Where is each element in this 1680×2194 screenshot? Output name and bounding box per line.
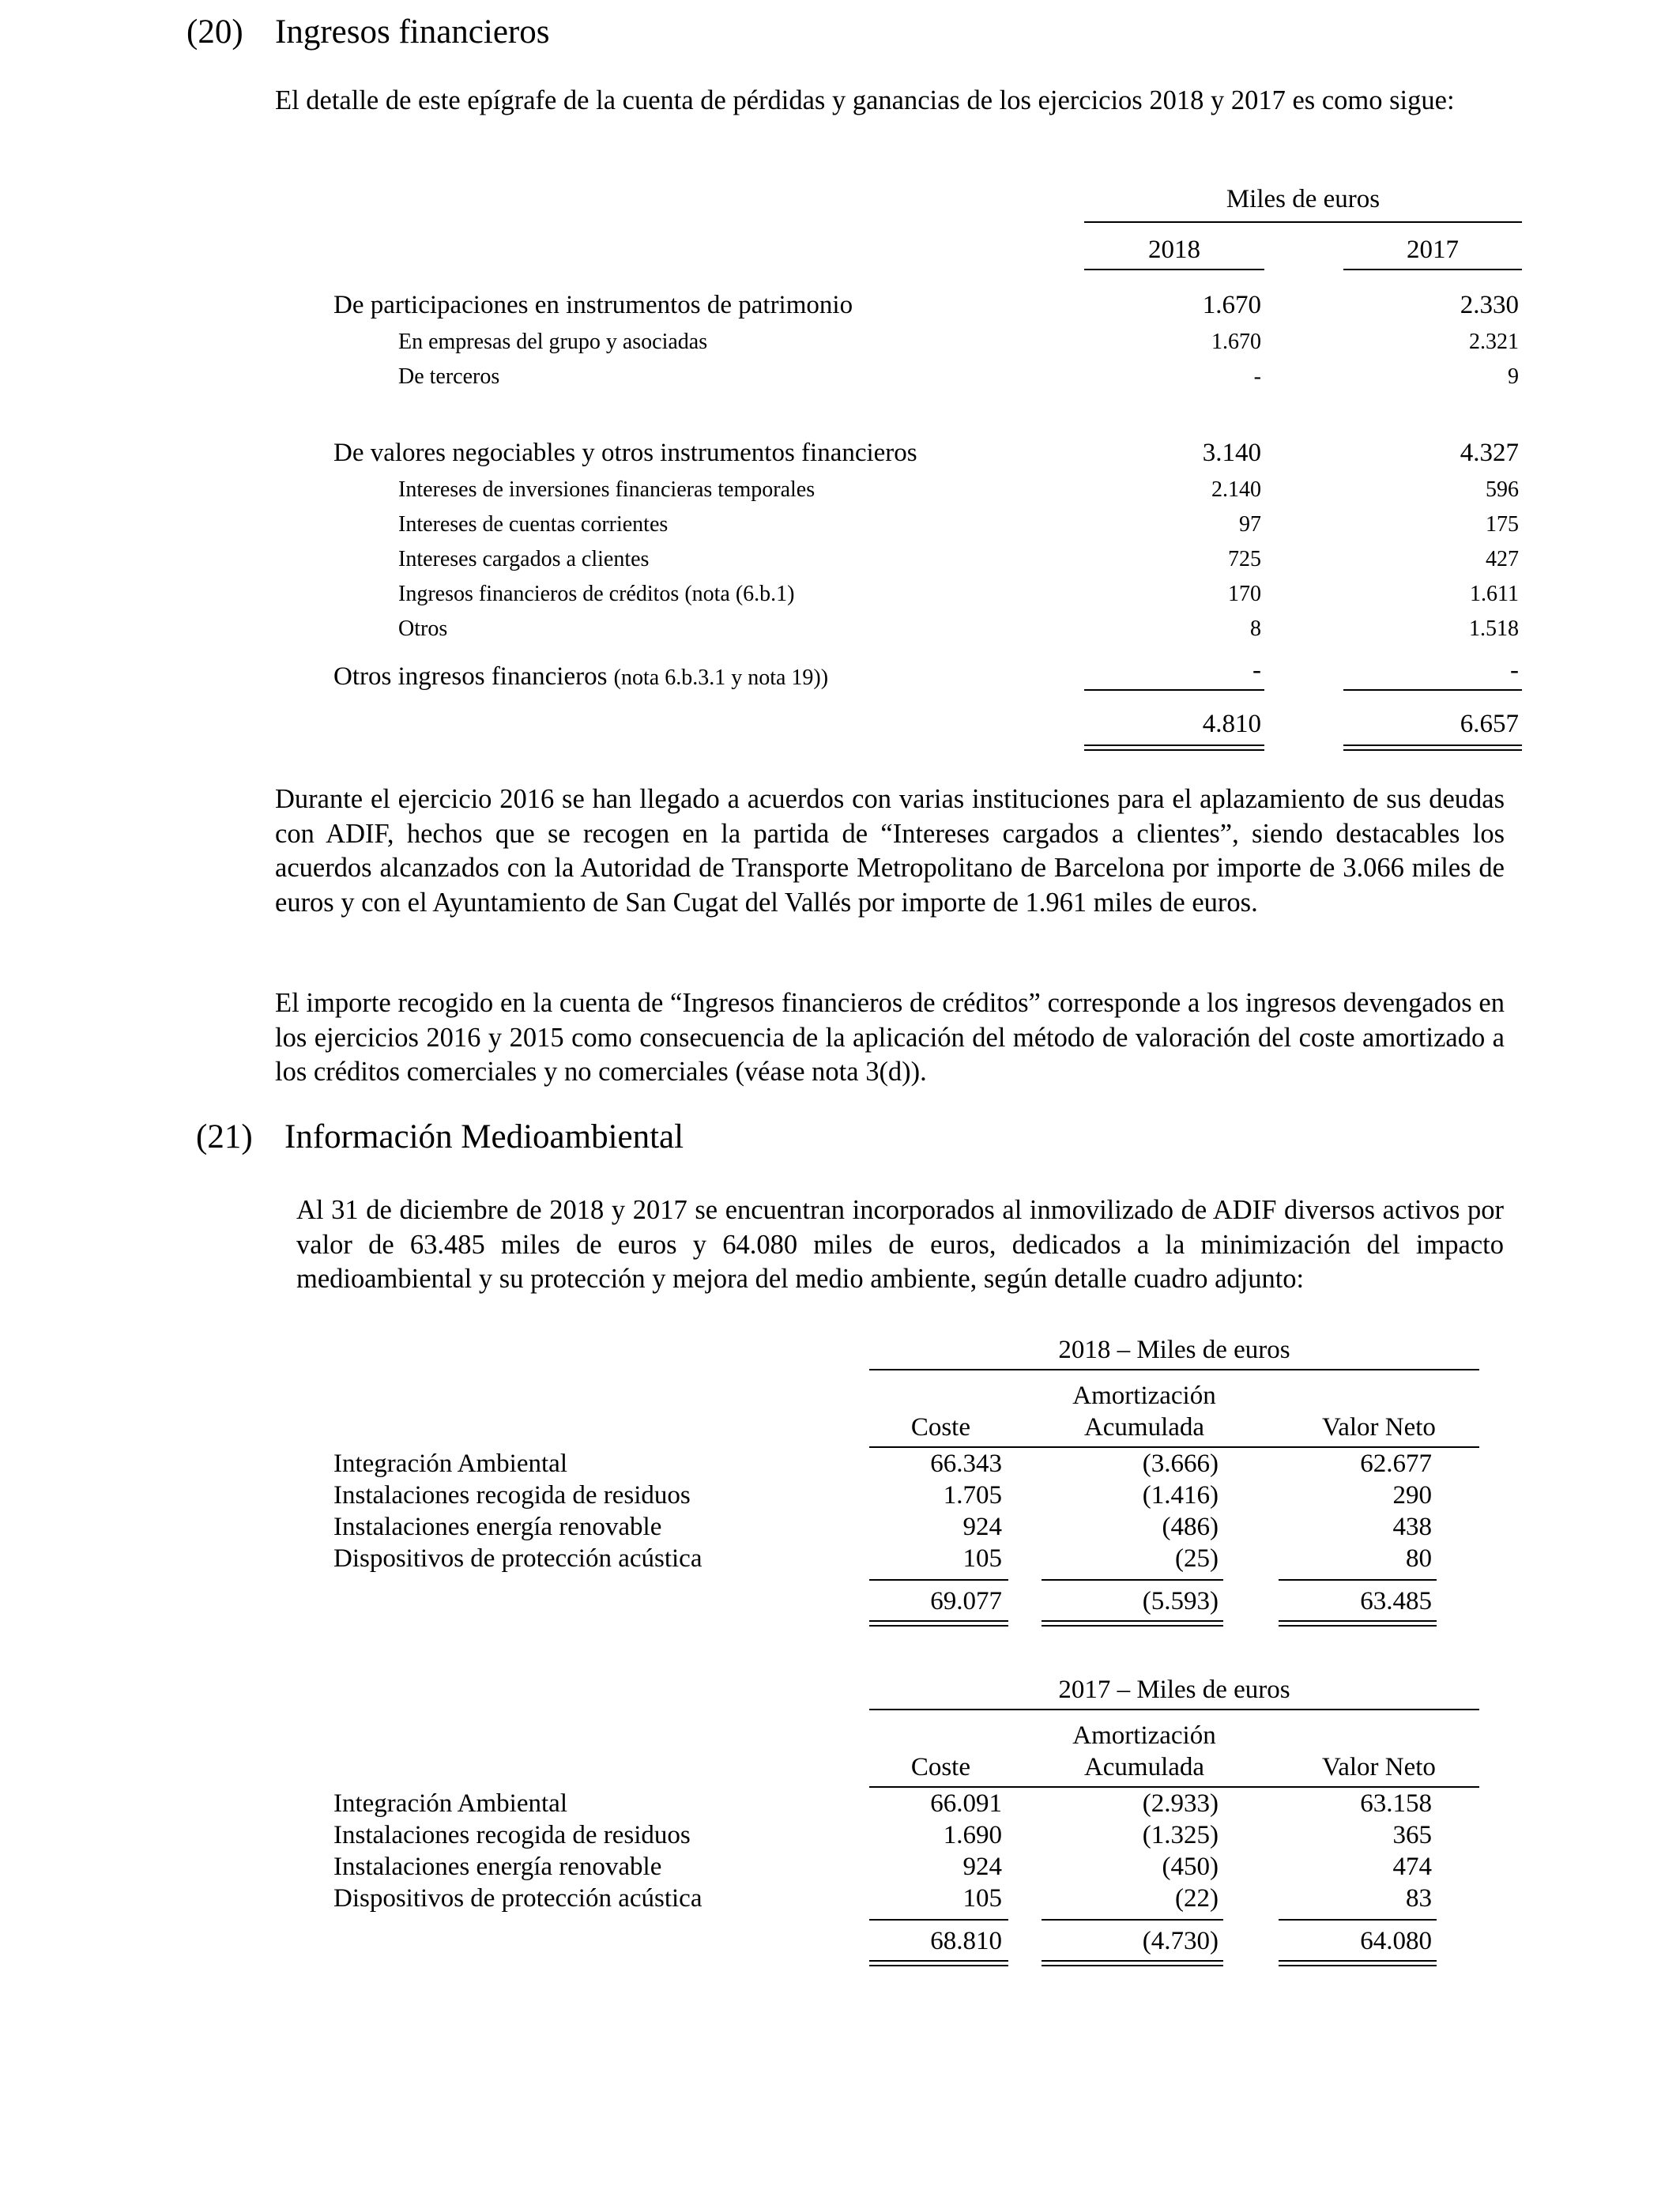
env-2017-col-amort-1: Amortización [1072,1721,1216,1750]
env-2017-header-rule [869,1709,1479,1710]
env-2018-col-amort-1: Amortización [1072,1382,1216,1410]
env-2018-col-amort-2: Acumulada [1083,1413,1205,1442]
env-2017-row-4-label: Dispositivos de protección acústica [333,1884,703,1913]
env-2018-header: 2018 – Miles de euros [1058,1336,1290,1364]
group-2-row-2-2018: 97 [1239,512,1261,537]
group-2-row-3-2018: 725 [1228,547,1261,571]
env-2017-row-4-neto: 83 [1406,1884,1432,1913]
group-1-row-1-2018: 1.670 [1211,330,1261,354]
group-1-row-2-2018: - [1253,364,1261,389]
year-2017-header: 2017 [1407,236,1459,264]
env-2017-total-rule-amort [1042,1960,1223,1966]
section-20-title: Ingresos financieros [275,13,550,51]
group-1-row-2-label: De terceros [398,364,500,389]
group-1-2017: 2.330 [1460,291,1519,319]
env-2017-header: 2017 – Miles de euros [1058,1676,1290,1704]
env-2017-row-3-label: Instalaciones energía renovable [333,1853,662,1881]
group-2-2017: 4.327 [1460,439,1519,467]
group-2-row-1-label: Intereses de inversiones financieras temporales [398,477,816,502]
group-2-2018: 3.140 [1202,439,1261,467]
group-1-label: De participaciones en instrumentos de patrimonio [333,291,853,319]
env-2018-row-3-neto: 438 [1392,1513,1432,1541]
table-unit-header: Miles de euros [1226,185,1381,213]
group-3-2017: - [1510,656,1519,684]
env-2017-subtotal-rule-amort [1042,1919,1223,1921]
subtotal-rule-2018 [1084,689,1264,691]
env-2018-colhead-rule [869,1446,1479,1448]
env-2018-total-rule-coste [869,1620,1008,1627]
group-3-label-line [333,662,828,692]
env-2018-row-4-amort: (25) [1175,1544,1219,1573]
env-2017-total-amort: (4.730) [1142,1927,1219,1955]
env-2018-row-4-neto: 80 [1406,1544,1432,1573]
env-2017-total-neto: 64.080 [1360,1927,1432,1955]
group-2-row-5-label: Otros [398,616,448,641]
env-2017-row-2-neto: 365 [1392,1821,1432,1849]
env-2018-col-coste: Coste [910,1413,970,1442]
group-2-row-2-2017: 175 [1486,512,1519,537]
env-2018-row-2-coste: 1.705 [943,1481,1002,1510]
env-2018-header-rule [869,1369,1479,1370]
section-20-paragraph-3: El importe recogido en la cuenta de “Ingresos financieros de créditos” corresponde a los ingresos devengados en los ejercicios 2016 y 2015 como consecuencia de la aplicación del método de valoración del coste amortizado a los créditos comerciales y no comerciales (véase nota 3(d)). [275,988,1505,1087]
env-2017-col-neto: Valor Neto [1322,1753,1436,1781]
env-2017-row-1-label: Integración Ambiental [333,1789,567,1818]
env-2017-row-4-coste: 105 [962,1884,1002,1913]
group-2-row-2-label: Intereses de cuentas corrientes [398,512,669,537]
group-2-row-1-2017: 596 [1486,477,1519,502]
env-2018-total-rule-amort [1042,1620,1223,1627]
env-2017-row-2-label: Instalaciones recogida de residuos [333,1821,691,1849]
section-21-intro: Al 31 de diciembre de 2018 y 2017 se encuentran incorporados al inmovilizado de ADIF diversos activos por valor de 63.485 miles de euros y 64.080 miles de euros, dedicados a la minimización del impacto medioambiental y su protección y mejora del medio ambiente, según detalle cuadro adjunto: [296,1195,1504,1294]
group-2-row-4-2017: 1.611 [1470,582,1519,606]
group-2-row-5-2018: 8 [1250,616,1261,641]
total-double-rule-2017 [1343,745,1522,751]
subtotal-rule-2017 [1343,689,1522,691]
group-3-label: Otros ingresos financieros [333,662,608,691]
env-2018-row-4-coste: 105 [962,1544,1002,1573]
env-2017-row-3-neto: 474 [1392,1853,1432,1881]
env-2017-row-1-neto: 63.158 [1360,1789,1432,1818]
section-20-intro: El detalle de este epígrafe de la cuenta de pérdidas y ganancias de los ejercicios 2018 y 2017 es como sigue: [275,85,1455,115]
env-2017-subtotal-rule-coste [869,1919,1008,1921]
year-2018-header: 2018 [1148,236,1200,264]
env-2017-row-4-amort: (22) [1175,1884,1219,1913]
env-2017-colhead-rule [869,1786,1479,1788]
header-rule [1084,221,1522,223]
env-2018-total-coste: 69.077 [930,1587,1002,1615]
group-2-row-3-label: Intereses cargados a clientes [398,547,650,571]
env-2018-row-3-amort: (486) [1162,1513,1219,1541]
group-2-row-4-label: Ingresos financieros de créditos (nota (6.b.1) [398,582,795,606]
group-2-row-3-2017: 427 [1486,547,1519,571]
group-1-row-1-2017: 2.321 [1469,330,1519,354]
env-2018-row-1-amort: (3.666) [1142,1449,1219,1478]
env-2018-row-4-label: Dispositivos de protección acústica [333,1544,703,1573]
env-2018-row-2-amort: (1.416) [1142,1481,1219,1510]
year-2017-rule [1343,269,1522,270]
env-2018-row-1-label: Integración Ambiental [333,1449,567,1478]
env-2018-subtotal-rule-amort [1042,1579,1223,1581]
env-2018-row-2-label: Instalaciones recogida de residuos [333,1481,691,1510]
env-2017-total-rule-coste [869,1960,1008,1966]
total-2018: 4.810 [1202,710,1261,738]
env-2018-total-rule-neto [1279,1620,1437,1627]
env-2017-row-1-amort: (2.933) [1142,1789,1219,1818]
env-2017-row-1-coste: 66.091 [930,1789,1002,1818]
group-2-row-5-2017: 1.518 [1469,616,1519,641]
env-2018-row-1-neto: 62.677 [1360,1449,1432,1478]
env-2017-col-amort-2: Acumulada [1083,1753,1205,1781]
section-20-paragraph-2: Durante el ejercicio 2016 se han llegado a acuerdos con varias instituciones para el aplazamiento de sus deudas con ADIF, hechos que se recogen en la partida de “Intereses cargados a clientes”, siendo destacables los acuerdos alcanzados con la Autoridad de Transporte Metropolitano de Barcelona por importe de 3.066 miles de euros y con el Ayuntamiento de San Cugat del Vallés por importe de 1.961 miles de euros. [275,784,1505,918]
env-2017-row-3-amort: (450) [1162,1853,1219,1881]
env-2018-subtotal-rule-coste [869,1579,1008,1581]
group-2-row-1-2018: 2.140 [1211,477,1261,502]
env-2018-col-neto: Valor Neto [1322,1413,1436,1442]
env-2018-row-3-label: Instalaciones energía renovable [333,1513,662,1541]
env-2018-row-1-coste: 66.343 [930,1449,1002,1478]
group-1-row-2-2017: 9 [1508,364,1519,389]
group-1-row-1-label: En empresas del grupo y asociadas [398,330,708,354]
env-2018-subtotal-rule-neto [1279,1579,1437,1581]
section-21-title: Información Medioambiental [284,1118,684,1155]
total-2017: 6.657 [1460,710,1519,738]
env-2017-subtotal-rule-neto [1279,1919,1437,1921]
env-2017-row-2-amort: (1.325) [1142,1821,1219,1849]
section-20-number: (20) [186,13,243,51]
env-2018-total-neto: 63.485 [1360,1587,1432,1615]
year-2018-rule [1084,269,1264,270]
group-3-2018: - [1252,656,1261,684]
group-2-row-4-2018: 170 [1228,582,1261,606]
env-2017-total-rule-neto [1279,1960,1437,1966]
group-2-label: De valores negociables y otros instrumentos financieros [333,439,917,467]
env-2018-row-2-neto: 290 [1392,1481,1432,1510]
env-2017-row-2-coste: 1.690 [943,1821,1002,1849]
group-1-2018: 1.670 [1202,291,1261,319]
env-2018-total-amort: (5.593) [1142,1587,1219,1615]
section-21-number: (21) [196,1118,253,1155]
env-2017-col-coste: Coste [910,1753,970,1781]
env-2018-row-3-coste: 924 [962,1513,1002,1541]
total-double-rule-2018 [1084,745,1264,751]
env-2017-row-3-coste: 924 [962,1853,1002,1881]
group-3-note: (nota 6.b.3.1 y nota 19)) [613,665,829,690]
env-2017-total-coste: 68.810 [930,1927,1002,1955]
